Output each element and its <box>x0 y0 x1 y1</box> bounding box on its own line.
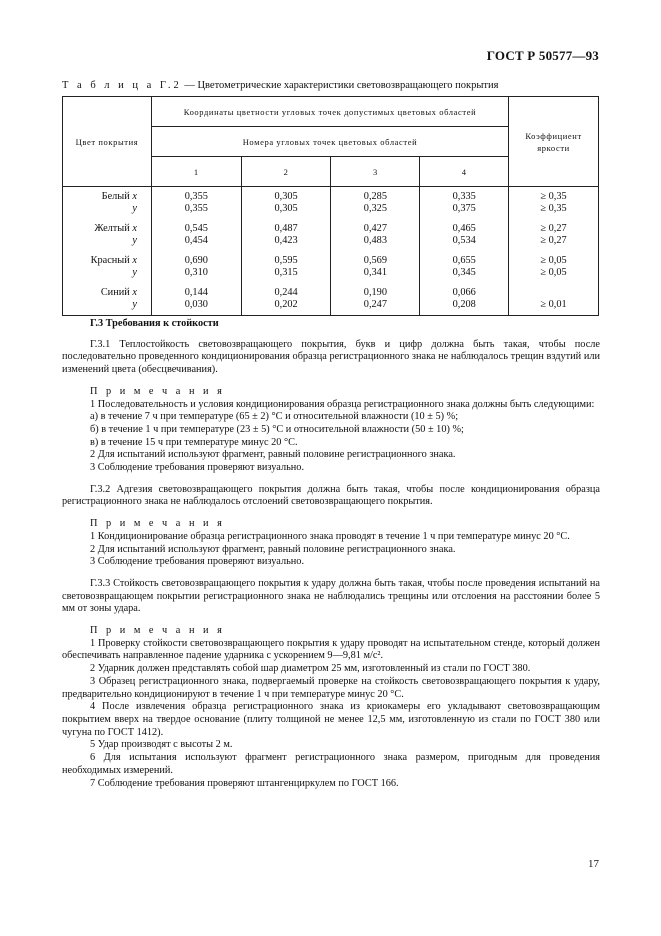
note-item: 7 Соблюдение требования проверяют штангенциркулем по ГОСТ 166. <box>90 777 399 789</box>
notes-label: П р и м е ч а н и я <box>90 625 225 637</box>
paragraph-g31: Г.3.1 Теплостойкость световозвращающего покрытия, букв и цифр должна быть такая, чтобы после последовательно проведенного кондиционирования образца регистрационного знака не наблюдалось трещин вздутий или изменений цвета (обесцвечивания). <box>62 338 600 376</box>
row-label: Красный x y <box>63 251 152 283</box>
section-title: Г.3 Требования к стойкости <box>90 318 219 329</box>
table-row-yellow <box>63 219 599 251</box>
body-text <box>62 318 600 790</box>
document-header: ГОСТ Р 50577—93 <box>486 48 599 63</box>
table-cell: 0,690 0,310 <box>151 251 241 283</box>
note-item: 1 Кондиционирование образца регистрационного знака проводят в течение 1 ч при температуре минус 20 °С. <box>90 530 570 542</box>
brightness-cell: ≥ 0,01 <box>509 283 599 316</box>
table-cell: 0,427 0,483 <box>331 219 420 251</box>
note-item: 6 Для испытания используют фрагмент регистрационного знака размером, пригодным для проведения необходимых измерений. <box>62 752 600 776</box>
header-brightness-line1: Коэффициент <box>525 130 582 141</box>
note-item: 3 Соблюдение требования проверяют визуально. <box>90 556 305 568</box>
note-item: в) в течение 15 ч при температуре минус 20 °С. <box>90 436 298 448</box>
notes-label: П р и м е ч а н и я <box>90 518 225 530</box>
note-item: 1 Последовательность и условия кондиционирования образца регистрационного знака должны быть следующими: <box>90 398 595 410</box>
brightness-cell: ≥ 0,35 ≥ 0,35 <box>509 187 599 220</box>
brightness-cell: ≥ 0,05 ≥ 0,05 <box>509 251 599 283</box>
header-point-3: 3 <box>331 157 420 187</box>
color-name: Желтый <box>94 223 130 234</box>
header-point-4: 4 <box>420 157 509 187</box>
table-row-blue <box>63 283 599 316</box>
row-label: Синий x y <box>63 283 152 316</box>
table-cell: 0,305 0,305 <box>241 187 331 220</box>
color-name: Синий <box>100 287 130 298</box>
header-point-2: 2 <box>241 157 331 187</box>
paragraph-g33: Г.3.3 Стойкость световозвращающего покрытия к удару должна быть такая, чтобы после проведения испытаний на световозвращающем покрытии регистрационного знака не наблюдались трещины или отслоения на расстоянии более 5 мм от зоны удара. <box>62 577 600 615</box>
note-item: б) в течение 1 ч при температуре (23 ± 5) °С и относительной влажности (50 ± 10) %; <box>90 423 464 435</box>
note-item: 3 Образец регистрационного знака, подвергаемый проверке на стойкость световозвращающего покрытия к удару, предварительно кондиционируют в течение 1 ч при температуре минус 20 °С. <box>62 675 600 700</box>
header-brightness <box>509 97 599 187</box>
brightness-cell: ≥ 0,27 ≥ 0,27 <box>509 219 599 251</box>
table-cell: 0,144 0,030 <box>151 283 241 316</box>
notes-label: П р и м е ч а н и я <box>90 385 225 397</box>
table-cell: 0,569 0,341 <box>331 251 420 283</box>
table-cell: 0,244 0,202 <box>241 283 331 316</box>
header-coords: Координаты цветности угловых точек допустимых цветовых областей <box>151 97 508 127</box>
colorimetric-table <box>62 96 599 316</box>
color-name: Красный <box>90 255 130 266</box>
paragraph-g32: Г.3.2 Адгезия световозвращающего покрытия должна быть такая, чтобы после кондиционирования образца регистрационного знака не наблюдалось отслоений световозвращающего покрытия. <box>62 483 600 508</box>
table-caption <box>62 80 498 91</box>
note-item: 4 После извлечения образца регистрационного знака из криокамеры его укладывают световозвращающим покрытием вверх на твердое основание (плиту толщиной не менее 12,5 мм, изготовленную из стали по ГОСТ 380 или чугуна по ГОСТ 1412). <box>62 701 600 738</box>
row-label: Желтый x y <box>63 219 152 251</box>
color-name: Белый <box>101 191 130 202</box>
table-caption-text: — Цветометрические характеристики световозвращающего покрытия <box>181 80 499 91</box>
note-item: 1 Проверку стойкости световозвращающего покрытия к удару проводят на испытательном стенде, который должен обеспечивать направленное падение ударника с ускорением 9—9,81 м/с². <box>62 637 600 662</box>
note-item: 2 Ударник должен представлять собой шар диаметром 25 мм, изготовленный из стали по ГОСТ 380. <box>90 663 531 675</box>
table-cell: 0,465 0,534 <box>420 219 509 251</box>
table-cell: 0,545 0,454 <box>151 219 241 251</box>
table-cell: 0,066 0,208 <box>420 283 509 316</box>
table-caption-prefix: Т а б л и ц а Г.2 <box>62 80 182 91</box>
table-cell: 0,335 0,375 <box>420 187 509 220</box>
note-item: 2 Для испытаний используют фрагмент, равный половине регистрационного знака. <box>90 543 456 555</box>
header-point-1: 1 <box>151 157 241 187</box>
note-item: 5 Удар производят с высоты 2 м. <box>90 739 233 751</box>
header-brightness-line2: яркости <box>537 142 570 153</box>
table-cell: 0,355 0,355 <box>151 187 241 220</box>
table-row-red <box>63 251 599 283</box>
note-item: а) в течение 7 ч при температуре (65 ± 2) °С и относительной влажности (10 ± 5) %; <box>90 411 459 423</box>
table-cell: 0,595 0,315 <box>241 251 331 283</box>
table-cell: 0,190 0,247 <box>331 283 420 316</box>
header-points: Номера угловых точек цветовых областей <box>151 127 508 157</box>
page-number: 17 <box>588 858 599 870</box>
row-label: Белый x y <box>63 187 152 220</box>
note-item: 2 Для испытаний используют фрагмент, равный половине регистрационного знака. <box>90 449 456 461</box>
header-color: Цвет покрытия <box>63 97 152 187</box>
table-row-white <box>63 187 599 220</box>
note-item: 3 Соблюдение требования проверяют визуально. <box>90 462 305 474</box>
table-cell: 0,487 0,423 <box>241 219 331 251</box>
table-cell: 0,655 0,345 <box>420 251 509 283</box>
table-cell: 0,285 0,325 <box>331 187 420 220</box>
